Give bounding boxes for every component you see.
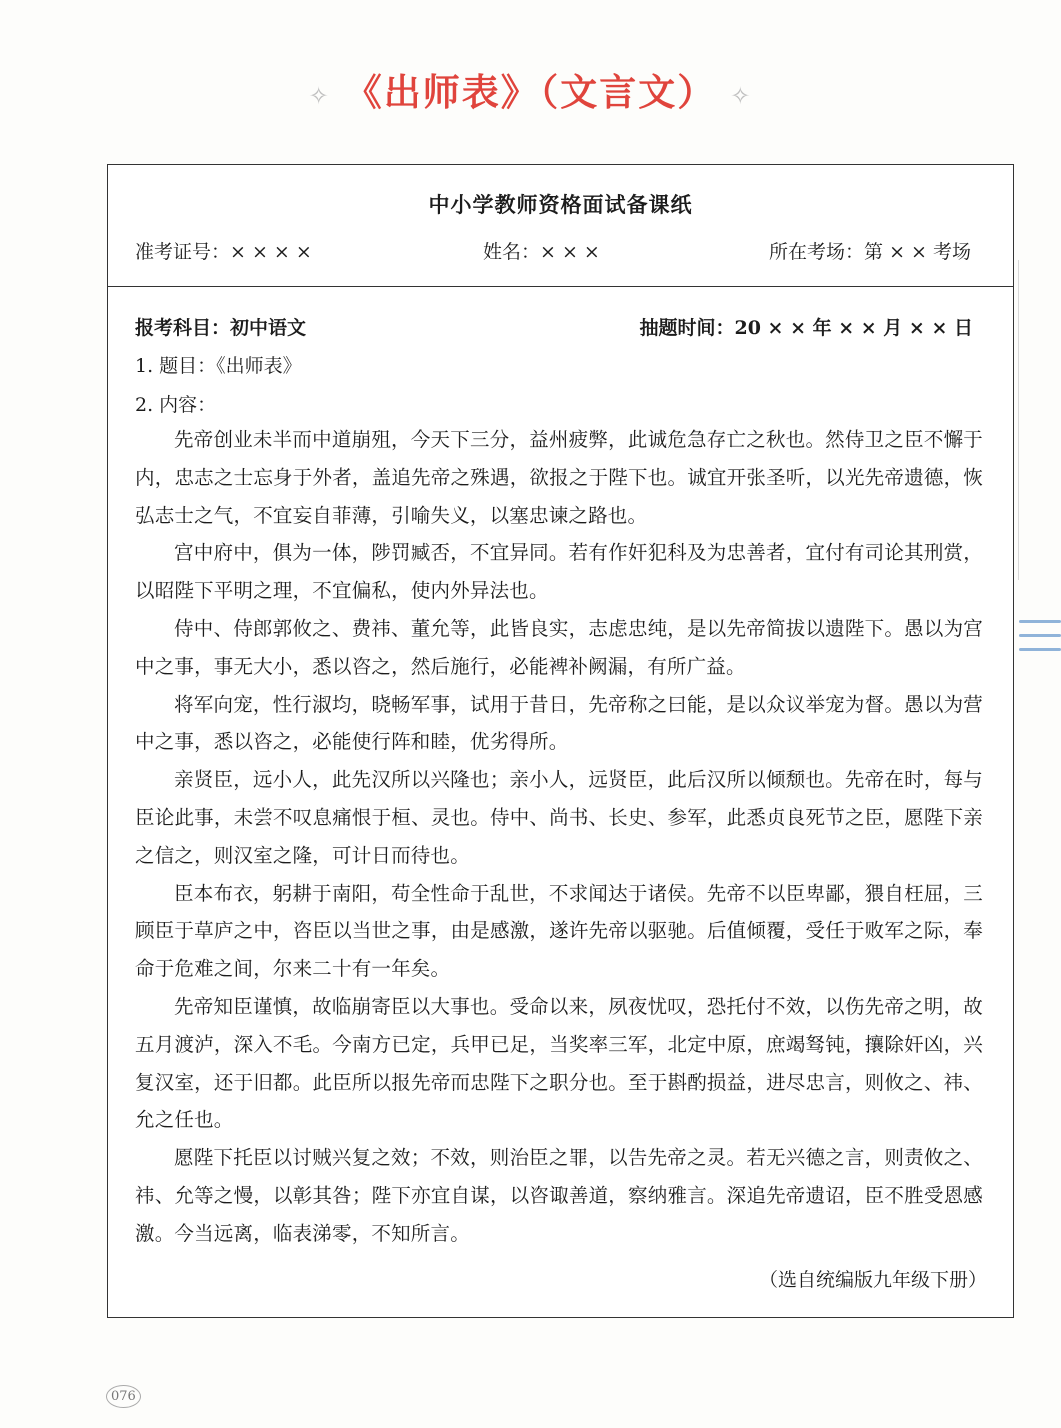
source-note: （选自统编版九年级下册） <box>758 1269 987 1291</box>
subject-row <box>135 313 973 340</box>
paragraph: 臣本布衣，躬耕于南阳，苟全性命于乱世，不求闻达于诸侯。先帝不以臣卑鄙，猥自枉屈，三顾臣于草庐之中，咨臣以当世之事，由是感激，遂许先帝以驱驰。后值倾覆，受任于败军之际，奉命于危难之间，尔来二十有一年矣。 <box>135 881 983 981</box>
exam-id: 准考证号：× × × × <box>135 241 312 263</box>
candidate-name: 姓名：× × × <box>483 241 600 263</box>
paragraph: 亲贤臣，远小人，此先汉所以兴隆也；亲小人，远贤臣，此后汉所以倾颓也。先帝在时，每与臣论此事，未尝不叹息痛恨于桓、灵也。侍中、尚书、长史、参军，此悉贞良死节之臣，愿陛下亲之信之，则汉室之隆，可计日而待也。 <box>135 768 983 867</box>
paragraph: 先帝创业未半而中道崩殂，今天下三分，益州疲弊，此诚危急存亡之秋也。然侍卫之臣不懈于内，忠志之士忘身于外者，盖追先帝之殊遇，欲报之于陛下也。诚宜开张圣听，以光先帝遗德，恢弘志士之气，不宜妄自菲薄，引喻失义，以塞忠谏之路也。 <box>135 428 983 527</box>
card-title: 中小学教师资格面试备课纸 <box>428 192 693 217</box>
exam-location: 所在考场：第 × × 考场 <box>769 241 971 263</box>
exam-subject: 报考科目：初中语文 <box>135 317 307 339</box>
side-divider <box>1018 260 1019 580</box>
lesson-prep-card <box>107 164 1014 1318</box>
paragraph: 侍中、侍郎郭攸之、费祎、董允等，此皆良实，志虑忠纯，是以先帝简拔以遗陛下。愚以为宫中之事，事无大小，悉以咨之，然后施行，必能裨补阙漏，有所广益。 <box>135 616 983 678</box>
paragraph: 先帝知臣谨慎，故临崩寄臣以大事也。受命以来，夙夜忧叹，恐托付不效，以伤先帝之明，故五月渡泸，深入不毛。今南方已定，兵甲已足，当奖率三军，北定中原，庶竭驽钝，攘除奸凶，兴复汉室，还于旧都。此臣所以报先帝而忠陛下之职分也。至于斟酌损益，进尽忠言，则攸之、祎、允之任也。 <box>135 994 983 1132</box>
content-label: 2. 内容： <box>135 394 217 416</box>
topic-line: 1. 题目：《出师表》 <box>135 355 302 377</box>
draw-time: 抽题时间：20 × × 年 × × 月 × × 日 <box>639 317 973 339</box>
paragraph: 愿陛下托臣以讨贼兴复之效；不效，则治臣之罪，以告先帝之灵。若无兴德之言，则责攸之、祎、允等之慢，以彰其咎；陛下亦宜自谋，以咨诹善道，察纳雅言。深追先帝遗诏，臣不胜受恩感激。今当远离，临表涕零，不知所言。 <box>135 1146 983 1245</box>
sparkle-icon: ✧ <box>730 81 753 110</box>
sparkle-icon: ✧ <box>308 81 331 110</box>
page-title <box>0 62 1061 116</box>
page-title-text: 《出师表》（文言文） <box>344 70 717 114</box>
paragraph: 将军向宠，性行淑均，晓畅军事，试用于昔日，先帝称之曰能，是以众议举宠为督。愚以为营中之事，悉以咨之，必能使行阵和睦，优劣得所。 <box>135 692 983 754</box>
card-header <box>108 165 1013 287</box>
menu-icon[interactable] <box>1019 620 1061 662</box>
passage <box>135 421 983 1253</box>
page-number: 076 <box>106 1385 141 1408</box>
paragraph: 宫中府中，俱为一体，陟罚臧否，不宜异同。若有作奸犯科及为忠善者，宜付有司论其刑赏，以昭陛下平明之理，不宜偏私，使内外异法也。 <box>135 541 983 603</box>
